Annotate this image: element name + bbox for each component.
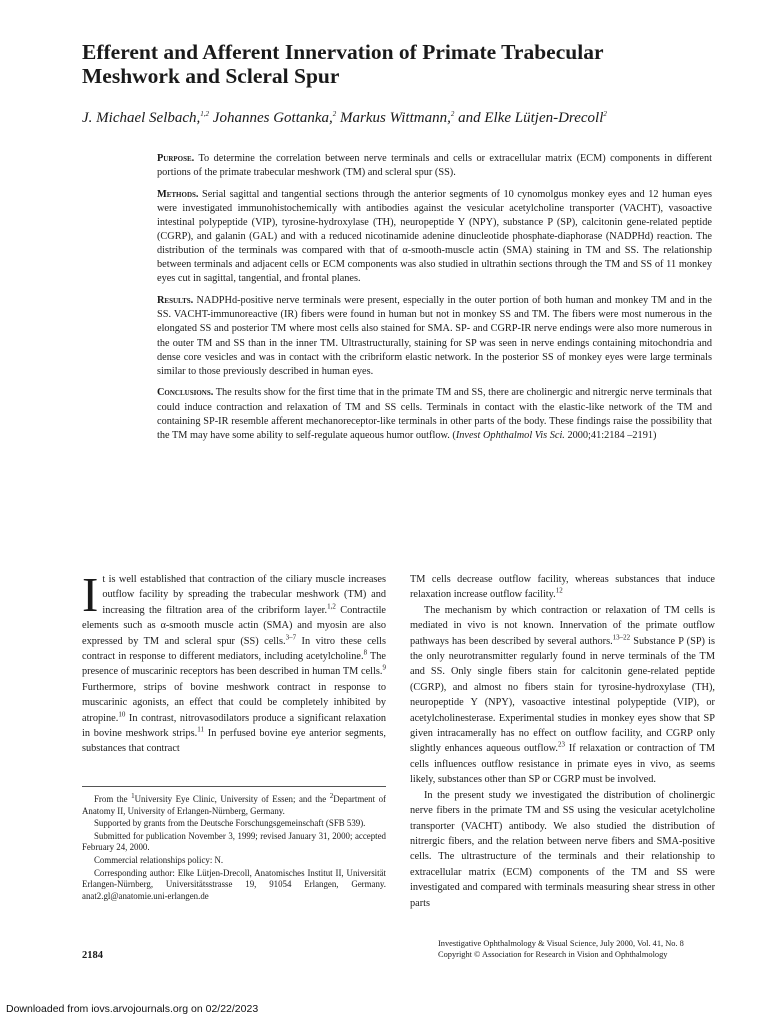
ref-11: 11 — [197, 725, 204, 734]
methods-text: Serial sagittal and tangential sections through the anterior segments of 10 cynomolgus monkey eyes and 12 human eyes were investigated immunohistochemically with antibodies against the vesicular acetylcholine transporter (VACHT), vasoactive intestinal polypeptide (VIP), tyrosine-hydroxylase (TH), neuropeptide Y (NPY), substance P (SP), calcitonin gene-related peptide (CGRP), and galanin (GAL) and with a reduced nicotinamide adenine dinucleotide phosphate-diaphorase (NADPHd) reaction. The distribution of the terminals was compared with that of α-smooth-muscle actin (SMA) staining in TM and SS. The relationship between terminals and adjacent cells or ECM components was also studied in ultrathin sections through the TM and SS of 11 monkey eyes cut in sagittal, tangential, and frontal planes. — [157, 188, 712, 285]
right-paragraph-2 — [410, 603, 715, 788]
journal-line-2: Copyright © Association for Research in Vision and Ophthalmology — [438, 950, 668, 959]
title-line-1: Efferent and Afferent Innervation of Primate Trabecular — [82, 40, 604, 64]
affil-text-a: From the — [94, 794, 132, 804]
footnote-commercial: Commercial relationships policy: N. — [94, 854, 224, 865]
intro-text-d: The presence of muscarinic receptors has been described in human TM cells. — [82, 651, 386, 678]
ref-3-7: 3–7 — [285, 633, 297, 642]
page-number: 2184 — [82, 950, 103, 961]
intro-text-g: In perfused bovine eye anterior segments, substances that contract — [82, 728, 387, 755]
right-paragraph-1 — [410, 572, 715, 603]
author-4: and Elke Lütjen-Drecoll — [454, 110, 604, 126]
abstract-results — [157, 294, 712, 379]
author-list — [82, 110, 722, 127]
methods-label: Methods. — [157, 188, 199, 200]
intro-text-e: Furthermore, strips of bovine meshwork contract in response to muscarinic agonists, an effect that could be completely inhibited by atropine. — [82, 681, 386, 724]
footnotes — [82, 794, 386, 903]
ref-10: 10 — [118, 710, 126, 719]
abstract-purpose — [157, 152, 712, 180]
download-notice: Downloaded from iovs.arvojournals.org on 02/22/2023 — [6, 1003, 259, 1015]
ref-1-2: 1,2 — [327, 602, 336, 611]
intro-text-f: In contrast, nitrovasodilators produce a significant relaxation in bovine meshwork strips. — [82, 712, 386, 740]
results-text: NADPHd-positive nerve terminals were present, especially in the outer portion of both human and monkey TM and in the SS. VACHT-immunoreactive (IR) fibers were found in human but not in monkey SS and TM. The fibers were most numerous in the elongated SS and posterior TM where most cells also stained for SMA. SP- and CGRP-IR nerve endings were also more numerous in the outer TM and SS than in the inner TM. Ultrastructurally, staining for SP was seen in nerve endings containing mitochondria and dense core vesicles and was in contact with the cribriform elastic network. In the posterior SS of monkey eyes were large terminals similar to those previously described in human eyes. — [157, 295, 712, 377]
title-line-2: Meshwork and Scleral Spur — [82, 64, 340, 88]
intro-text-c: In vitro these cells contract in response to different mediators, including acetylcholine. — [82, 635, 386, 663]
abstract — [157, 152, 712, 443]
intro-text-b: Contractile elements such as α-smooth muscle actin (SMA) and myosin are also expressed by TM and scleral spur (SS) cells. — [82, 604, 387, 647]
author-3: Markus Wittmann, — [336, 110, 451, 126]
ref-9: 9 — [382, 664, 386, 673]
drop-cap: I — [82, 567, 99, 622]
ref-13-22: 13–22 — [612, 633, 631, 642]
ref-12: 12 — [555, 586, 563, 595]
citation-detail: 2000;41:2184 –2191) — [564, 429, 657, 441]
author-3-affiliation: 2 — [450, 110, 455, 118]
author-2: Johannes Gottanka, — [209, 110, 333, 126]
author-4-affiliation: 2 — [603, 110, 607, 118]
right-paragraph-3: In the present study we investigated the distribution of cholinergic nerve fibers in the primate TM and SS using the vesicular acetylcholine transporter (VACHT) antibody. We also studied the distribution of nitrergic fibers, and the relation between nerve fibers and SMA-positive cells. The ultrastructure of the terminals and their relationship to extracellular matrix (ECM) components of the TM and SS were investigated and compared with terminals measuring shear stress in other parts — [410, 789, 715, 909]
affil-sup-1: 1 — [131, 792, 135, 801]
journal-info — [438, 938, 684, 960]
footnote-affiliations — [82, 794, 386, 817]
right-p2-text-c: If relaxation or contraction of TM cells influences outflow resistance in primate eyes in vivo, as seems likely, substances other than SP or CGRP must be involved. — [410, 743, 715, 786]
footnote-divider — [82, 786, 386, 787]
author-1-affiliation: 1,2 — [200, 110, 210, 118]
ref-23: 23 — [557, 741, 565, 750]
body-column-right — [410, 572, 715, 911]
conclusions-label: Conclusions. — [157, 387, 214, 399]
author-1: J. Michael Selbach, — [82, 110, 201, 126]
ref-8: 8 — [363, 648, 368, 657]
results-label: Results. — [157, 295, 194, 307]
footnote-support: Supported by grants from the Deutsche Forschungsgemeinschaft (SFB 539). — [94, 818, 366, 829]
right-p2-text-a: The mechanism by which contraction or relaxation of TM cells is mediated in vivo is not known. Innervation of the primate outflow pathways has been described by several authors. — [410, 604, 715, 647]
footnote-corresponding: Corresponding author: Elke Lütjen-Drecoll, Anatomisches Institut II, Universität Erlangen-Nürnberg, Universitätsstrasse 19, 91054 Erlangen, Germany. anat2.gl@anatomie.uni-erlangen.de — [82, 867, 386, 901]
intro-paragraph-1 — [82, 567, 387, 757]
author-2-affiliation: 2 — [332, 110, 337, 118]
footnote-submitted: Submitted for publication November 3, 1999; revised January 31, 2000; accepted February 24, 2000. — [82, 830, 386, 853]
purpose-text: To determine the correlation between nerve terminals and cells or extracellular matrix (ECM) components in different portions of the primate trabecular meshwork (TM) and scleral spur (SS). — [157, 153, 712, 179]
abstract-conclusions — [157, 386, 712, 442]
body-column-left — [82, 567, 387, 757]
abstract-methods — [157, 188, 712, 287]
journal-line-1: Investigative Ophthalmology & Visual Science, July 2000, Vol. 41, No. 8 — [438, 939, 684, 948]
affil-text-b: University Eye Clinic, University of Essen; and the — [134, 794, 330, 804]
right-p1-text: TM cells decrease outflow facility, whereas substances that induce relaxation increase outflow facility. — [410, 574, 715, 601]
intro-text-a: t is well established that contraction of the ciliary muscle increases outflow facility by spreading the trabecular meshwork (TM) and increasing the filtration area of the cribriform layer. — [102, 574, 386, 616]
paper-title — [82, 40, 722, 88]
citation-journal: Invest Ophthalmol Vis Sci. — [455, 429, 565, 441]
affil-text-c: Department of Anatomy II, University of Erlangen-Nürnberg, Germany. — [82, 794, 386, 816]
right-p2-text-b: Substance P (SP) is the only neurotransmitter regularly found in nerve terminals of the TM and SS. Only single fibers stain for calcitonin gene-related peptide (CGRP), and almost no fibers stain for tyrosine-hydroxylase (TH), neuropeptide Y (NPY), vasoactive intestinal polypeptide (VIP), or acetylcholinesterase. Experimental studies in monkey eyes show that SP given intracamerally has no effect on outflow facility, and CGRP only slightly enhances aqueous outflow. — [410, 635, 715, 755]
purpose-label: Purpose. — [157, 153, 195, 164]
conclusions-text: The results show for the first time that in the primate TM and SS, there are cholinergic and nitrergic nerve terminals that could induce contraction and relaxation of TM and SS cells. Terminals in contact with the elastic-like network of the TM and containing SP-IR resemble afferent mechanoreceptor-like terminals in other parts of the body. These findings raise the possibility that the TM may have some ability to self-regulate aqueous humor outflow. ( — [157, 387, 712, 441]
affil-sup-2: 2 — [329, 792, 334, 801]
